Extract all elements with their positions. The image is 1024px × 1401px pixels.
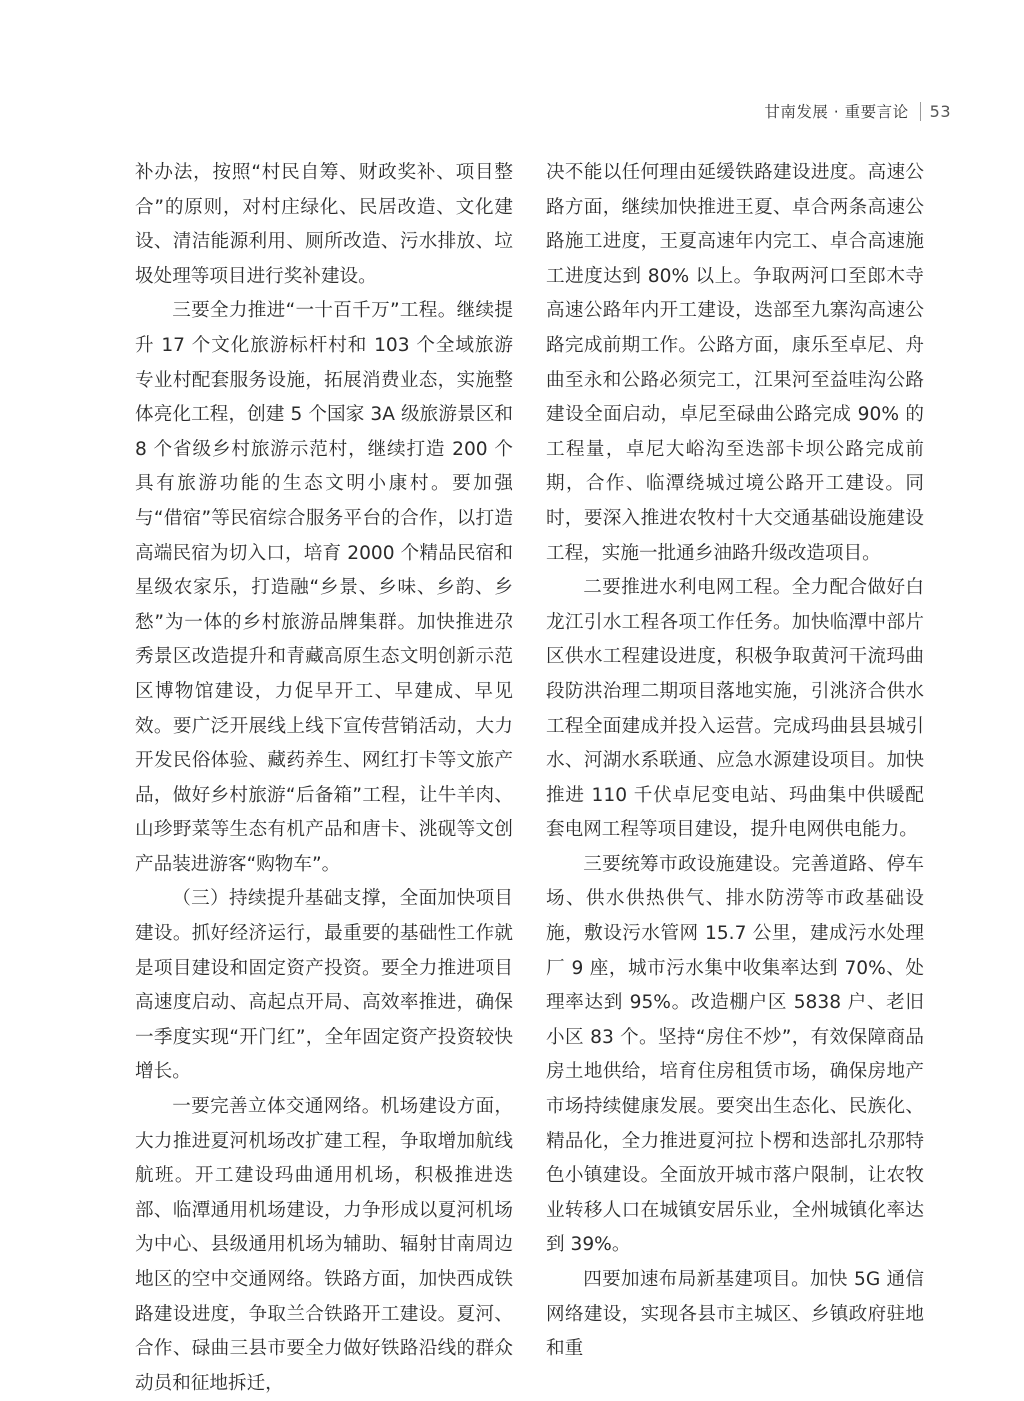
header-divider — [920, 102, 921, 121]
paragraph: 决不能以任何理由延缓铁路建设进度。高速公路方面，继续加快推进王夏、卓合两条高速公路施工进度，王夏高速年内完工、卓合高速施工进度达到 80% 以上。争取两河口至郎木寺高速公路年内开工建设，迭部至九寨沟高速公路完成前期工作。公路方面，康乐至卓尼、舟曲至永和公路必须完工，江果河至益哇沟公路建设全面启动，卓尼至碌曲公路完成 90% 的工程量，卓尼大峪沟至迭部卡坝公路完成前期，合作、临潭绕城过境公路开工建设。同时，要深入推进农牧村十大交通基础设施建设工程，实施一批通乡油路升级改造项目。 — [546, 162, 924, 564]
paragraph: 二要推进水利电网工程。全力配合做好白龙江引水工程各项工作任务。加快临潭中部片区供水工程建设进度，积极争取黄河干流玛曲段防洪治理二期项目落地实施，引洮济合供水工程全面建成并投入运营。完成玛曲县县城引水、河湖水系联通、应急水源建设项目。加快推进 110 千伏卓尼变电站、玛曲集中供暖配套电网工程等项目建设，提升电网供电能力。 — [546, 577, 924, 841]
paragraph: 三要全力推进“一十百千万”工程。继续提升 17 个文化旅游标杆村和 103 个全域旅游专业村配套服务设施，拓展消费业态，实施整体亮化工程，创建 5 个国家 3A 级旅游景区和 8 个省级乡村旅游示范村，继续打造 200 个具有旅游功能的生态文明小康村。要加强与“借宿”等民宿综合服务平台的合作，以打造高端民宿为切入口，培育 2000 个精品民宿和星级农家乐，打造融“乡景、乡味、乡韵、乡愁”为一体的乡村旅游品牌集群。加快推进尕秀景区改造提升和青藏高原生态文明创新示范区博物馆建设，力促早开工、早建成、早见效。要广泛开展线上线下宣传营销活动，大力开发民俗体验、藏药养生、网红打卡等文旅产品，做好乡村旅游“后备箱”工程，让牛羊肉、山珍野菜等生态有机产品和唐卡、洮砚等文创产品装进游客“购物车”。 — [135, 300, 513, 875]
paragraph: 四要加速布局新基建项目。加快 5G 通信网络建设，实现各县市主城区、乡镇政府驻地和重 — [546, 1269, 924, 1360]
page-number: 53 — [929, 101, 951, 121]
running-header — [764, 100, 951, 122]
paragraph: 补办法，按照“村民自筹、财政奖补、项目整合”的原则，对村庄绿化、民居改造、文化建设、清洁能源利用、厕所改造、污水排放、垃圾处理等项目进行奖补建设。 — [135, 162, 513, 287]
paragraph: 三要统筹市政设施建设。完善道路、停车场、供水供热供气、排水防涝等市政基础设施，敷设污水管网 15.7 公里，建成污水处理厂 9 座，城市污水集中收集率达到 70%、处理率达到 95%。改造棚户区 5838 户、老旧小区 83 个。坚持“房住不炒”，有效保障商品房土地供给，培育住房租赁市场，确保房地产市场持续健康发展。要突出生态化、民族化、精品化，全力推进夏河拉卜楞和迭部扎尕那特色小镇建设。全面放开城市落户限制，让农牧业转移人口在城镇安居乐业，全州城镇化率达到 39%。 — [546, 853, 924, 1256]
section-title: 甘南发展 · 重要言论 — [764, 103, 909, 121]
paragraph: （三）持续提升基础支撑，全面加快项目建设。抓好经济运行，最重要的基础性工作就是项目建设和固定资产投资。要全力推进项目高速度启动、高起点开局、高效率推进，确保一季度实现“开门红”，全年固定资产投资较快增长。 — [135, 888, 513, 1083]
right-column — [546, 156, 924, 1367]
left-column — [135, 156, 513, 1401]
paragraph: 一要完善立体交通网络。机场建设方面，大力推进夏河机场改扩建工程，争取增加航线航班。开工建设玛曲通用机场，积极推进迭部、临潭通用机场建设，力争形成以夏河机场为中心、县级通用机场为辅助、辐射甘南周边地区的空中交通网络。铁路方面，加快西成铁路建设进度，争取兰合铁路开工建设。夏河、合作、碌曲三县市要全力做好铁路沿线的群众动员和征地拆迁， — [135, 1096, 513, 1394]
